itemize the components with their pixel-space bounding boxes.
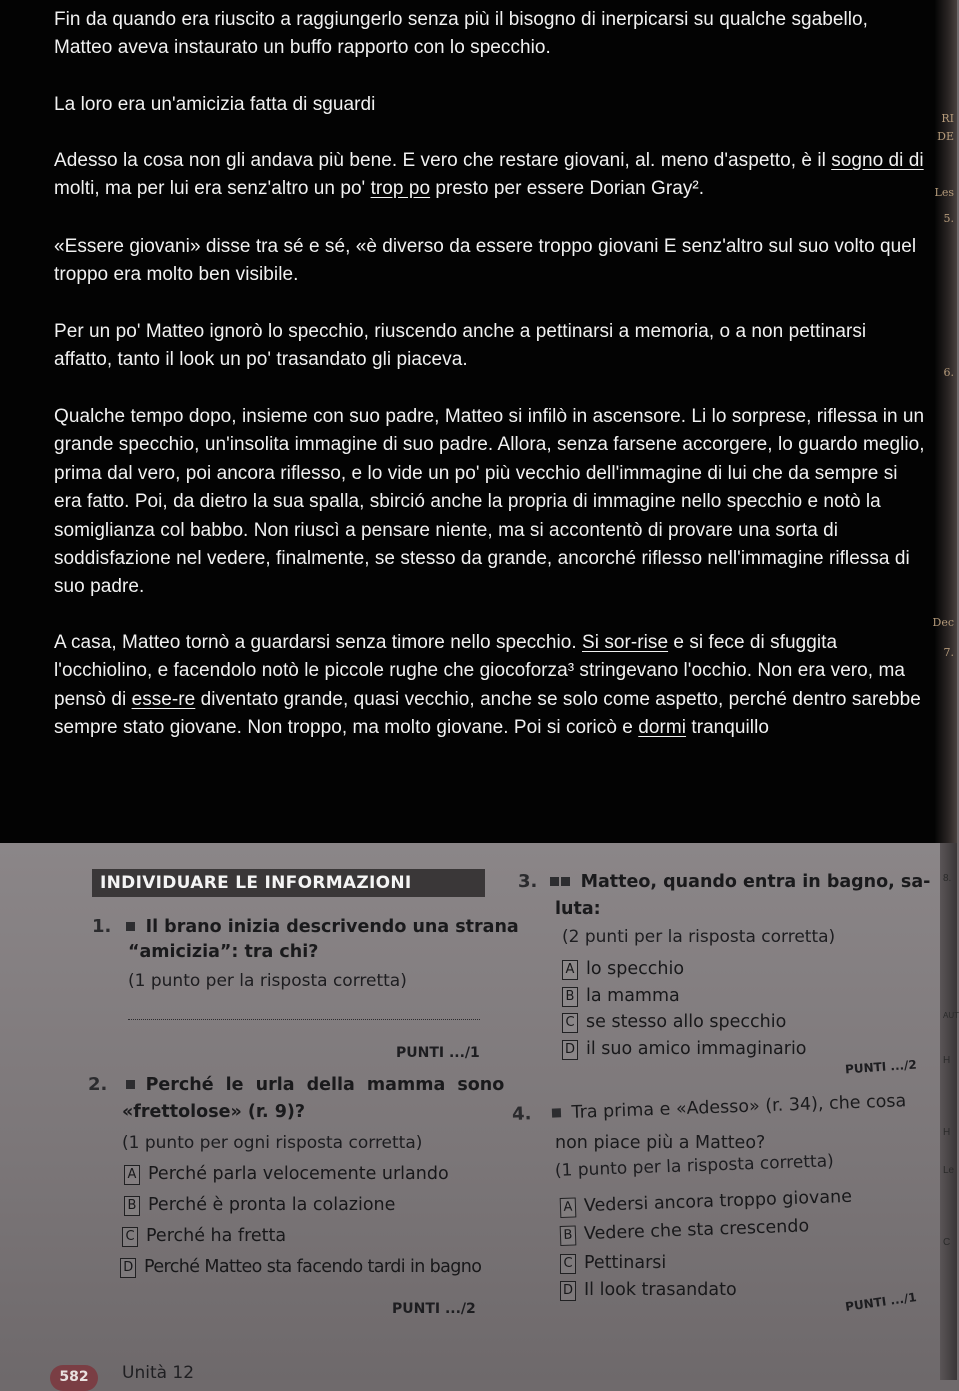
paragraph-5	[54, 318, 929, 375]
difficulty-square-icon	[126, 1080, 135, 1089]
underlined-text: trop po	[370, 178, 431, 200]
margin-mark: H	[943, 1055, 951, 1066]
paragraph-6	[54, 403, 929, 602]
text-run: La loro era un'amicizia fatta di sguardi	[54, 94, 376, 115]
text-run: Qualche tempo dopo, insieme con suo padre, Matteo si infilò in ascensore. Li lo sorprese, riflessa in un grande specchio, un'insolita immagine di suo padre. Allora, senza farsene accorgere, lo guardo meglio, prima dal vero, poi ancora riflesso, e lo vide un po' più vecchio dell'immagine di lui che da sempre si era fatto. Poi, da dietro la sua spalla, sbirció anche la propria di immagine nello specchio e notò la somiglianza col babbo. Non riuscì a pensare niente, ma si accontentò di provare una sorta di soddisfazione nel vedere, finalmente, se stesso da grande, ancorché riflesso nell'immagine riflessa di suo padre.	[54, 406, 925, 598]
scoring-note: (1 punto per ogni risposta corretta)	[122, 1133, 423, 1153]
option-a[interactable]	[124, 1164, 449, 1185]
option-b[interactable]	[124, 1195, 395, 1216]
option-text: Vedere che sta crescendo	[583, 1216, 810, 1245]
exercise-page	[0, 843, 940, 1385]
scoring-note: (2 punti per la risposta corretta)	[562, 927, 836, 947]
score-field: PUNTI .../1	[396, 1045, 480, 1061]
margin-mark: 6.	[943, 366, 954, 379]
margin-mark: Dec	[932, 616, 954, 629]
unit-label: Unità 12	[122, 1363, 195, 1383]
option-letter: D	[560, 1281, 576, 1301]
question-text-line-2: luta:	[555, 899, 601, 919]
text-run: Per un po' Matteo ignorò lo specchio, riuscendo anche a pettinarsi a memoria, o a non pettinarsi affatto, tanto il look un po' trasandato gli piaceva.	[54, 321, 867, 371]
question-3	[518, 871, 930, 892]
page-number-badge: 582	[50, 1365, 98, 1391]
margin-mark: C	[943, 1237, 951, 1248]
margin-mark: DE	[937, 130, 954, 143]
option-c[interactable]	[122, 1226, 286, 1247]
option-text: Perché parla velocemente urlando	[148, 1164, 449, 1184]
option-a[interactable]	[560, 1187, 853, 1218]
option-d[interactable]	[120, 1257, 481, 1278]
underlined-text: sogno di di	[831, 150, 924, 171]
option-letter: A	[124, 1165, 140, 1185]
difficulty-square-icon	[561, 877, 570, 886]
margin-mark: 8.	[943, 873, 952, 884]
paragraph-7	[54, 629, 929, 743]
option-text: Il look trasandato	[584, 1280, 737, 1300]
question-text-line-2: non piace più a Matteo?	[555, 1133, 766, 1153]
margin-mark: H	[943, 1127, 951, 1138]
question-1	[92, 916, 519, 937]
paragraph-3	[54, 147, 929, 204]
option-text: Pettinarsi	[584, 1253, 667, 1273]
paragraph-2	[54, 91, 929, 119]
text-run: Adesso la cosa non gli andava più bene. E vero che restare giovani, al. meno d'aspetto, è il	[54, 150, 832, 171]
question-text: Perché le urla della mamma sono	[145, 1075, 505, 1095]
option-a[interactable]	[562, 959, 684, 980]
text-run: Fin da quando era riuscito a raggiungerlo senza più il bisogno di inerpicarsi su qualche sgabello, Matteo aveva instaurato un buffo rapporto con lo specchio.	[54, 9, 868, 59]
option-letter: D	[562, 1040, 578, 1060]
question-text: Tra prima e «Adesso» (r. 34), che cosa	[571, 1091, 907, 1123]
option-letter: B	[560, 1225, 577, 1246]
text-run: e si fece di sfuggita l'occhiolino, e facendolo notò le piccole rughe che giocoforza³ stringevano l'occhio. Non era vero, ma pensò di	[54, 632, 905, 710]
difficulty-square-icon	[126, 922, 135, 931]
score-field: PUNTI .../2	[392, 1301, 476, 1317]
underlined-text: dormi	[638, 717, 687, 739]
option-text: il suo amico immaginario	[586, 1039, 807, 1059]
answer-line[interactable]	[128, 1019, 480, 1020]
text-run: molti, ma per lui era senz'altro un po'	[54, 178, 371, 200]
option-d[interactable]	[562, 1039, 807, 1060]
option-c[interactable]	[560, 1253, 666, 1274]
option-letter: A	[560, 1197, 577, 1218]
margin-mark: Les	[934, 186, 954, 199]
text-run: presto per essere Dorian Gray².	[430, 178, 705, 200]
question-text: Il brano inizia descrivendo una strana	[145, 917, 519, 937]
option-letter: A	[562, 960, 578, 980]
text-run: diventato grande, quasi vecchio, anche se solo come aspetto, perché dentro sarebbe sempre stato giovane. Non troppo, ma molto giovane. Poi si coricò e	[54, 688, 921, 739]
option-text: Perché Matteo sta facendo tardi in bagno	[144, 1257, 482, 1277]
option-letter: C	[560, 1254, 576, 1274]
question-4	[512, 1090, 907, 1125]
margin-mark: RI	[941, 112, 954, 125]
question-number: 2.	[88, 1074, 108, 1095]
question-2	[88, 1074, 504, 1095]
option-letter: D	[120, 1258, 136, 1278]
option-text: Perché ha fretta	[146, 1226, 287, 1246]
option-text: Perché è pronta la colazione	[148, 1195, 396, 1215]
question-text-line-2: “amicizia”: tra chi?	[128, 942, 319, 962]
difficulty-square-icon	[552, 1108, 561, 1117]
underlined-text: esse-re	[131, 688, 196, 710]
page-margin-strip	[932, 0, 957, 843]
option-b[interactable]	[562, 986, 680, 1007]
paragraph-1	[54, 6, 929, 63]
section-title: INDIVIDUARE LE INFORMAZIONI	[92, 869, 485, 897]
page-margin-strip-bottom	[940, 843, 957, 1380]
difficulty-square-icon	[550, 877, 559, 886]
option-letter: B	[562, 987, 578, 1007]
option-letter: C	[122, 1227, 138, 1247]
underlined-text: Si sor-rise	[582, 632, 669, 653]
option-text: Vedersi ancora troppo giovane	[583, 1186, 853, 1217]
margin-mark: Le	[943, 1165, 955, 1176]
paragraph-4	[54, 233, 929, 290]
question-text-line-2: «frettolose» (r. 9)?	[122, 1102, 306, 1122]
scoring-note: (1 punto per la risposta corretta)	[128, 971, 407, 991]
option-text: la mamma	[586, 986, 680, 1006]
margin-mark: AUT	[943, 1011, 959, 1020]
question-number: 3.	[518, 871, 538, 892]
option-d[interactable]	[560, 1280, 737, 1301]
score-field: PUNTI .../1	[844, 1290, 918, 1314]
question-text: Matteo, quando entra in bagno, sa-	[580, 872, 931, 892]
option-letter: C	[562, 1013, 578, 1033]
text-run: «Essere giovani» disse tra sé e sé, «è diverso da essere troppo giovani E senz'altro sul suo volto quel troppo era molto ben visibile.	[54, 236, 917, 286]
option-c[interactable]	[562, 1012, 786, 1033]
margin-mark: 5.	[943, 212, 954, 225]
question-number: 1.	[92, 916, 112, 937]
margin-mark: 7.	[943, 646, 954, 659]
option-text: se stesso allo specchio	[586, 1012, 787, 1032]
question-number: 4.	[511, 1103, 532, 1125]
option-text: lo specchio	[586, 959, 685, 979]
text-run: tranquillo	[686, 717, 769, 739]
option-letter: B	[124, 1196, 140, 1216]
text-run: A casa, Matteo tornò a guardarsi senza timore nello specchio.	[54, 632, 582, 653]
score-field: PUNTI .../2	[844, 1057, 918, 1077]
scoring-note: (1 punto per la risposta corretta)	[554, 1151, 835, 1181]
option-b[interactable]	[560, 1216, 810, 1246]
